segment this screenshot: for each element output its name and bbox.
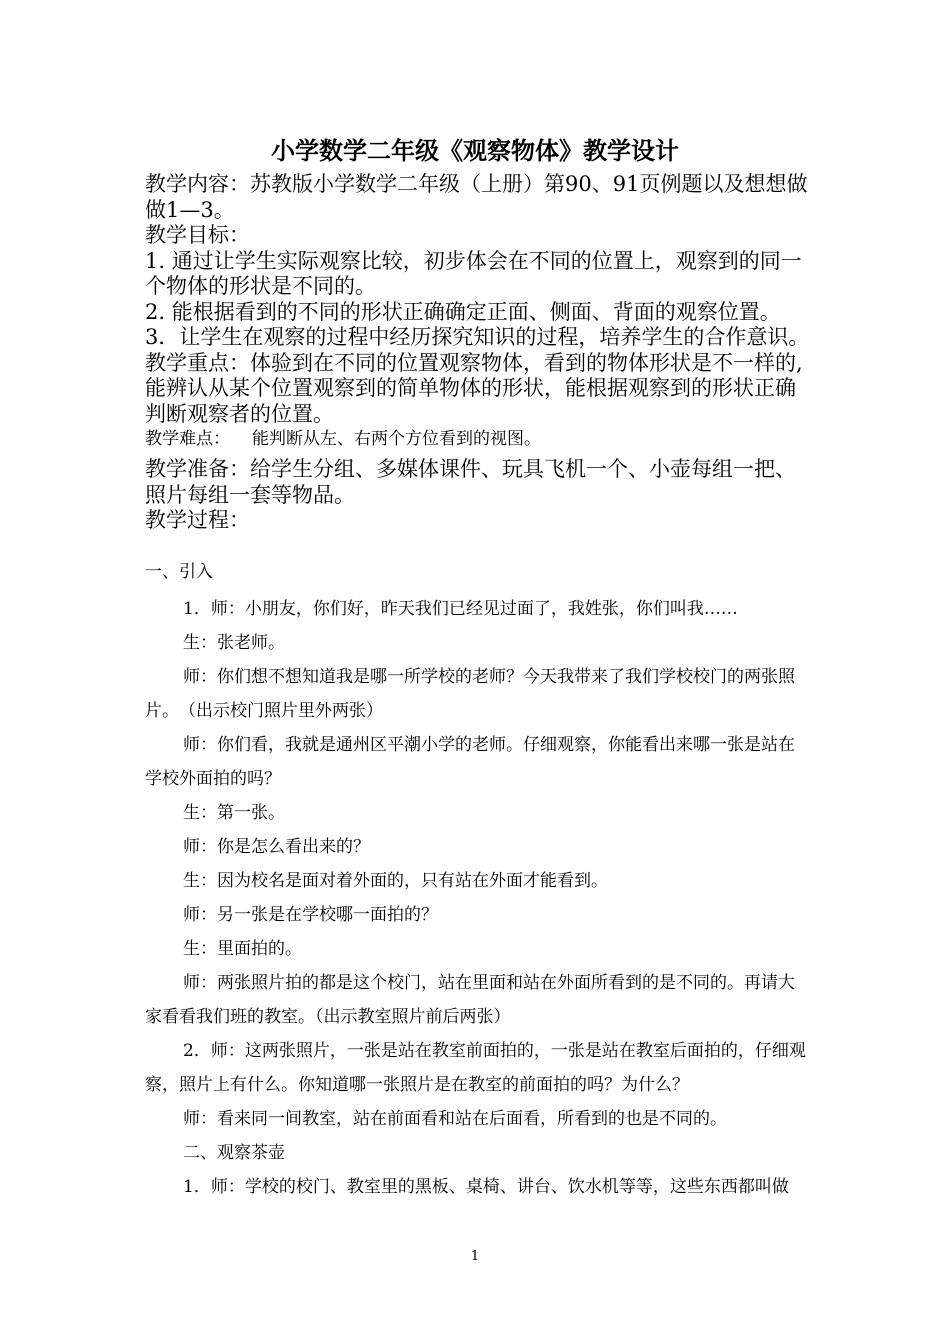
section-heading-intro: 一、引入: [145, 562, 213, 582]
teaching-preparation: 教学准备：给学生分组、多媒体课件、玩具飞机一个、小壶每组一把、照片每组一套等物品。: [145, 457, 796, 507]
paragraph: 师：另一张是在学校哪一面拍的？: [183, 905, 438, 925]
teaching-difficulty: [145, 427, 810, 452]
teaching-difficulty-text: 能判断从左、右两个方位看到的视图。: [252, 429, 541, 449]
lesson-header: [145, 172, 810, 534]
teaching-difficulty-label: 教学难点：: [145, 429, 230, 449]
paragraph: 师：两张照片拍的都是这个校门，站在里面和站在外面所看到的是不同的。再请大家看看我们班的教室。（出示教室照片前后两张）: [145, 973, 795, 1027]
document-title: 小学数学二年级《观察物体》教学设计: [271, 136, 679, 165]
teaching-content: 教学内容：苏教版小学数学二年级（上册）第90、91页例题以及想想做做1—3。: [145, 172, 808, 222]
paragraph: 生：张老师。: [183, 633, 285, 653]
teaching-goal-3: 3．让学生在观察的过程中经历探究知识的过程，培养学生的合作意识。: [145, 325, 810, 349]
paragraph: 生：第一张。: [183, 803, 285, 823]
teaching-process-heading: 教学过程：: [145, 508, 250, 532]
lesson-body: [145, 560, 810, 1204]
paragraph: 生：因为校名是面对着外面的，只有站在外面才能看到。: [183, 871, 608, 891]
paragraph: 师：你们想不想知道我是哪一所学校的老师？今天我带来了我们学校校门的两张照片。 （出示校门照片里外两张）: [145, 667, 795, 721]
paragraph: 生：里面拍的。: [183, 939, 302, 959]
teaching-goals-heading: 教学目标：: [145, 223, 250, 247]
paragraph: 师：你们看，我就是通州区平潮小学的老师。仔细观察，你能看出来哪一张是站在学校外面拍的吗？: [145, 735, 795, 789]
paragraph: 1．师：小朋友，你们好，昨天我们已经见过面了，我姓张，你们叫我……: [183, 599, 738, 619]
teaching-focus: 教学重点：体验到在不同的位置观察物体，看到的物体形状是不一样的,能辨认从某个位置观察到的简单物体的形状，能根据观察到的形状正确判断观察者的位置。: [145, 350, 803, 426]
paragraph: 师：看来同一间教室，站在前面看和站在后面看，所看到的也是不同的。: [183, 1109, 727, 1129]
paragraph: 2．师：这两张照片，一张是站在教室前面拍的，一张是站在教室后面拍的，仔细观察，照片上有什么。你知道哪一张照片是在教室的前面拍的吗？为什么？: [145, 1041, 806, 1095]
section-heading-teapot: 二、观察茶壶: [183, 1143, 285, 1163]
paragraph: 1．师：学校的校门、教室里的黑板、桌椅、讲台、饮水机等等，这些东西都叫做: [183, 1177, 789, 1197]
paragraph: 师：你是怎么看出来的？: [183, 837, 370, 857]
page-number: 1: [470, 1249, 480, 1264]
teaching-goal-2: 2. 能根据看到的不同的形状正确确定正面、侧面、背面的观察位置。: [145, 299, 781, 324]
teaching-goal-1: 1. 通过让学生实际观察比较，初步体会在不同的位置上，观察到的同一个物体的形状是不同的。: [145, 248, 802, 298]
